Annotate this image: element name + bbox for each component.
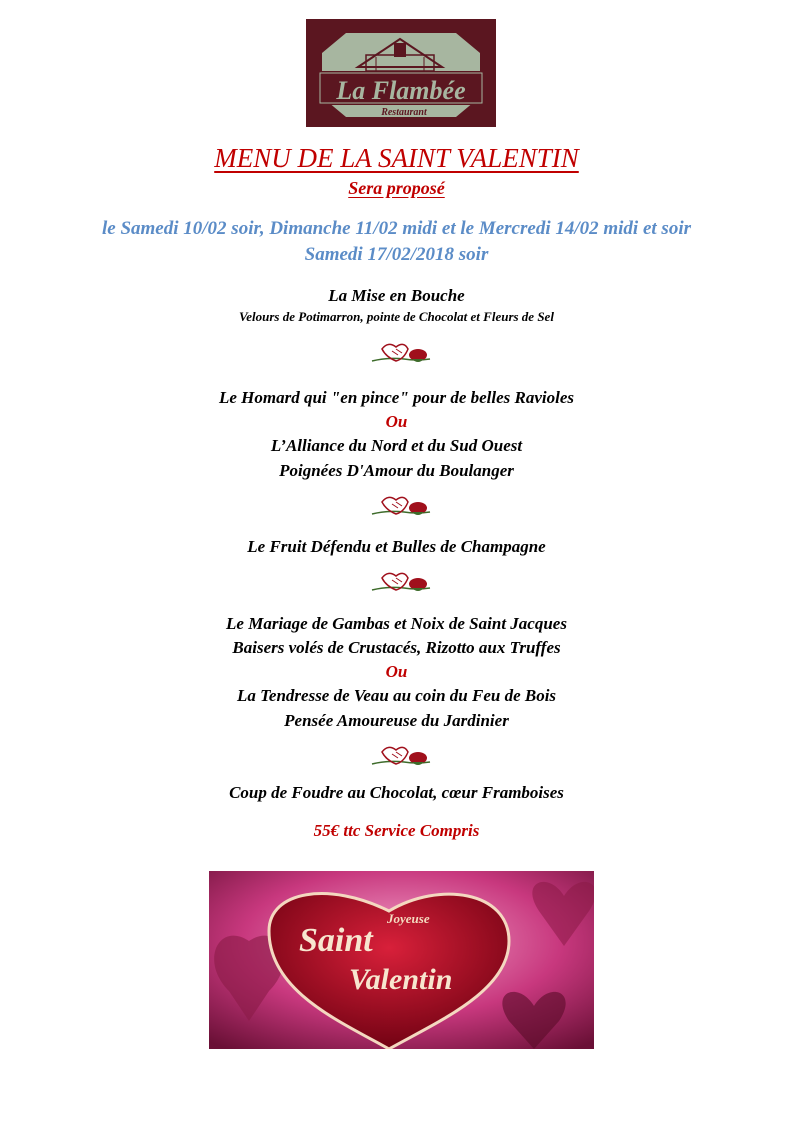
rose-heart-icon bbox=[368, 339, 432, 369]
rose-heart-icon bbox=[368, 742, 432, 772]
svg-text:Restaurant: Restaurant bbox=[381, 107, 427, 118]
starter-option-2-title: L’Alliance du Nord et du Sud Ouest bbox=[270, 436, 523, 455]
menu-price: 55€ ttc Service Compris bbox=[313, 821, 480, 840]
rose-heart-icon bbox=[368, 492, 432, 522]
svg-text:Valentin: Valentin bbox=[349, 963, 453, 996]
main-or: Ou bbox=[385, 662, 408, 681]
amuse-title: La Mise en Bouche bbox=[328, 286, 465, 305]
starter-option-2-detail: Poignées D'Amour du Boulanger bbox=[279, 461, 514, 480]
starter-option-1: Le Homard qui "en pince" pour de belles Ravioles bbox=[218, 388, 575, 407]
main-option-1-detail: Baisers volés de Crustacés, Rizotto aux Truffes bbox=[232, 638, 561, 657]
main-option-2-detail: Pensée Amoureuse du Jardinier bbox=[284, 711, 509, 730]
amuse-detail: Velours de Potimarron, pointe de Chocolat et Fleurs de Sel bbox=[239, 309, 554, 324]
restaurant-logo bbox=[306, 19, 496, 127]
valentine-banner-image bbox=[209, 871, 594, 1049]
svg-text:Joyeuse: Joyeuse bbox=[387, 911, 430, 926]
svg-text:La Flambée: La Flambée bbox=[336, 76, 466, 105]
main-option-2-title: La Tendresse de Veau au coin du Feu de Bois bbox=[236, 686, 557, 705]
dates-line-1: le Samedi 10/02 soir, Dimanche 11/02 midi et le Mercredi 14/02 midi et soir bbox=[102, 218, 691, 239]
svg-text:Saint: Saint bbox=[299, 922, 373, 959]
interlude-title: Le Fruit Défendu et Bulles de Champagne bbox=[247, 537, 546, 556]
dessert-title: Coup de Foudre au Chocolat, cœur Framboises bbox=[229, 783, 564, 802]
main-option-1-title: Le Mariage de Gambas et Noix de Saint Jacques bbox=[226, 614, 567, 633]
starter-or: Ou bbox=[385, 412, 408, 431]
rose-heart-icon bbox=[368, 568, 432, 598]
menu-subtitle: Sera proposé bbox=[348, 178, 445, 198]
dates-line-2: Samedi 17/02/2018 soir bbox=[304, 244, 489, 265]
menu-title: MENU DE LA SAINT VALENTIN bbox=[214, 143, 579, 173]
